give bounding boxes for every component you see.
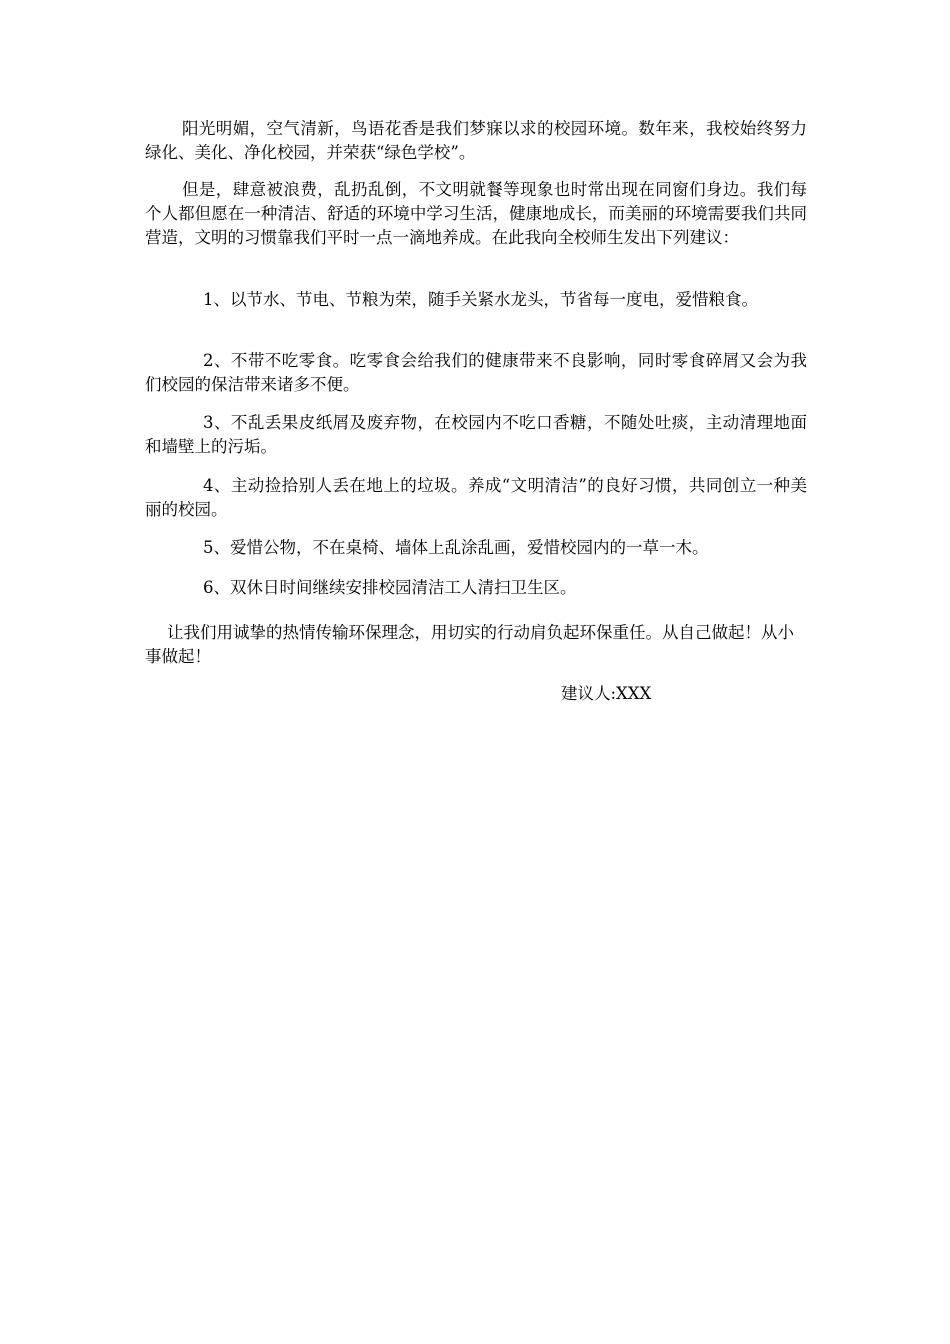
intro-paragraph: 阳光明媚，空气清新，鸟语花香是我们梦寐以求的校园环境。数年来，我校始终努力绿化、美化、净化校园，并荣获“绿色学校”。 xyxy=(145,119,807,162)
suggestion-item-3: 3、不乱丢果皮纸屑及废弃物，在校园内不吃口香糖，不随处吐痰，主动清理地面和墙壁上的污垢。 xyxy=(145,413,807,456)
suggestion-item-1: 1、以节水、节电、节粮为荣，随手关紧水龙头，节省每一度电，爱惜粮食。 xyxy=(203,290,758,309)
closing-paragraph: 让我们用诚挚的热情传输环保理念，用切实的行动肩负起环保重任。从自己做起！从小事做起！ xyxy=(145,623,794,666)
suggestion-item-4: 4、主动捡拾别人丢在地上的垃圾。养成“文明清洁”的良好习惯，共同创立一种美丽的校园。 xyxy=(145,476,807,519)
problem-paragraph: 但是，肆意被浪费，乱扔乱倒，不文明就餐等现象也时常出现在同窗们身边。我们每个人都但愿在一种清洁、舒适的环境中学习生活，健康地成长，而美丽的环境需要我们共同营造，文明的习惯靠我们平时一点一滴地养成。在此我向全校师生发出下列建议： xyxy=(145,180,807,247)
signature: 建议人:XXX xyxy=(561,684,652,703)
suggestion-item-6: 6、双休日时间继续安排校园清洁工人清扫卫生区。 xyxy=(203,578,577,597)
suggestion-item-2: 2、不带不吃零食。吃零食会给我们的健康带来不良影响，同时零食碎屑又会为我们校园的保洁带来诸多不便。 xyxy=(145,351,807,394)
suggestion-item-5: 5、爱惜公物，不在桌椅、墙体上乱涂乱画，爱惜校园内的一草一木。 xyxy=(203,538,709,557)
